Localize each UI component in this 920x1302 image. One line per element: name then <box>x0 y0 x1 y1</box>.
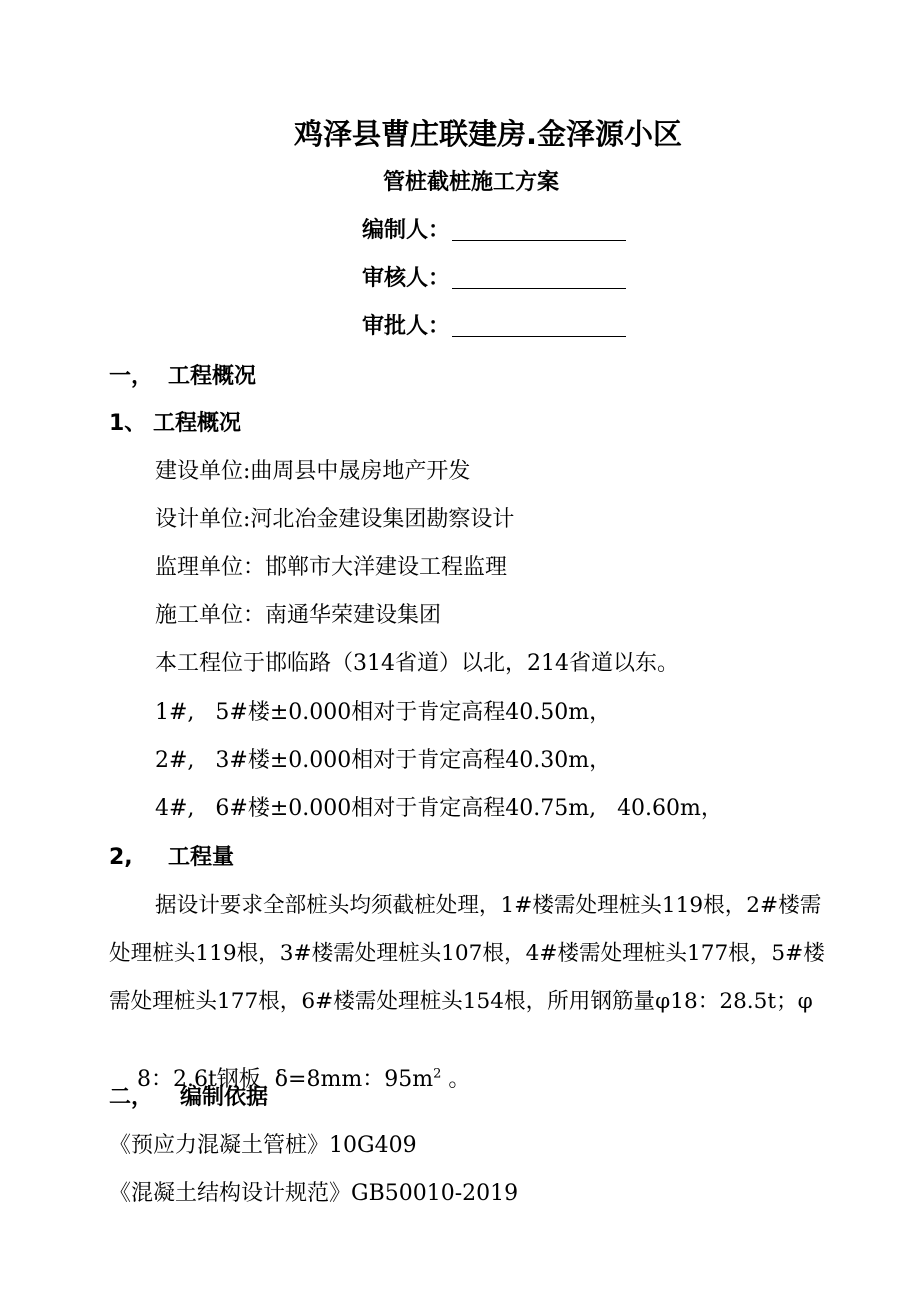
subsection-number-1: 1、 <box>109 411 147 436</box>
signature-label: 编制人： <box>362 218 451 243</box>
overview-line: 1#, 5#楼±0.000相对于肯定高程40.50m， <box>155 700 612 725</box>
subsection-number-2: 2, <box>109 845 133 870</box>
subsection-title-1: 工程概况 <box>153 411 242 436</box>
overview-line: 2#, 3#楼±0.000相对于肯定高程40.30m， <box>155 748 612 773</box>
superscript: 2 <box>433 1066 442 1082</box>
quantity-line: 据设计要求全部桩头均须截桩处理，1#楼需处理桩头119根，2#楼需 <box>155 893 822 918</box>
signature-blank[interactable] <box>452 312 626 337</box>
overview-line: 本工程位于邯临路（314省道）以北，214省道以东。 <box>155 651 679 676</box>
signature-reviewer <box>362 264 626 294</box>
quantity-line: 处理桩头119根，3#楼需处理桩头107根，4#楼需处理桩头177根，5#楼 <box>109 941 825 966</box>
document-title: 鸡泽县曹庄联建房.金泽源小区 <box>294 117 683 151</box>
quantity-line-last <box>109 1035 470 1125</box>
section-title-1: 工程概况 <box>168 364 257 389</box>
signature-compiler <box>362 216 626 246</box>
quantity-line: 需处理桩头177根，6#楼需处理桩头154根，所用钢筋量φ18：28.5t；φ <box>109 989 813 1014</box>
overview-line: 监理单位：邯郸市大洋建设工程监理 <box>155 555 508 580</box>
signature-approver <box>362 312 626 342</box>
signature-label: 审批人： <box>362 314 451 339</box>
signature-blank[interactable] <box>452 264 626 289</box>
quantity-tail: 。 <box>441 1067 471 1092</box>
overview-line: 4#, 6#楼±0.000相对于肯定高程40.75m, 40.60m， <box>155 796 723 821</box>
overview-line: 建设单位:曲周县中晟房地产开发 <box>155 459 471 484</box>
section-title-2: 编制依据 <box>180 1085 269 1110</box>
section-number: 一， <box>109 364 154 389</box>
section-heading-1 <box>109 362 153 392</box>
section-heading-2: 二， <box>109 1085 154 1110</box>
overview-line: 设计单位:河北冶金建设集团勘察设计 <box>155 507 515 532</box>
subsection-title-2: 工程量 <box>168 845 235 870</box>
overview-line: 施工单位：南通华荣建设集团 <box>155 603 442 628</box>
reference-line: 《混凝土结构设计规范》GB50010-2019 <box>109 1181 519 1206</box>
document-subtitle: 管桩截桩施工方案 <box>383 170 560 195</box>
quantity-text: 8：2.6t钢板 δ=8mm：95m <box>136 1067 434 1092</box>
reference-line: 《预应力混凝土管桩》10G409 <box>109 1133 417 1158</box>
signature-label: 审核人： <box>362 266 451 291</box>
signature-blank[interactable] <box>452 216 626 241</box>
